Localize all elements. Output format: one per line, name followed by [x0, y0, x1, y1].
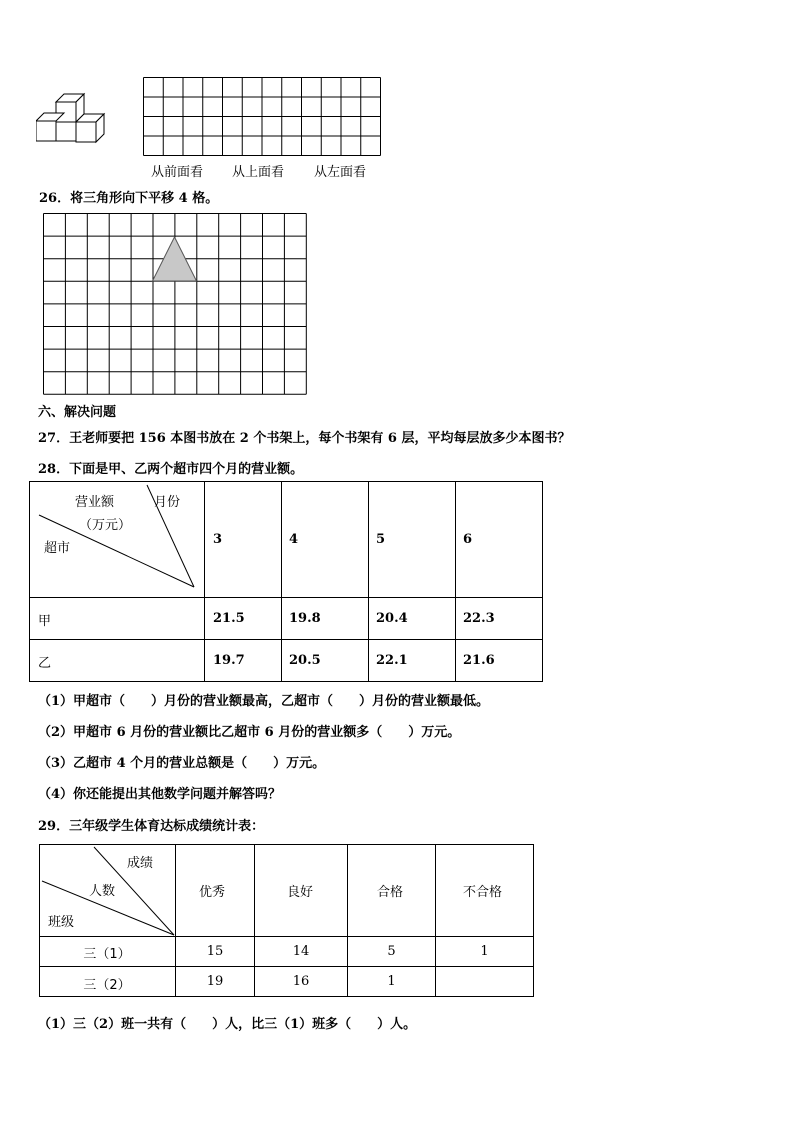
- table-cell: 1: [480, 944, 489, 959]
- question-29-sub1: （1）三（2）班一共有（ ）人，比三（1）班多（ ）人。: [38, 1017, 417, 1032]
- translation-grid: [43, 213, 307, 396]
- month-header-cell: 6: [463, 532, 473, 547]
- question-28-title: 28．下面是甲、乙两个超市四个月的营业额。: [38, 462, 304, 477]
- header-grade-label: 成绩: [127, 856, 154, 871]
- view-grid: [143, 77, 382, 157]
- header-store-label: 超市: [44, 541, 71, 556]
- table-cell: 14: [292, 944, 310, 959]
- header-sales-label: 营业额: [75, 495, 115, 510]
- sales-table: [29, 481, 543, 682]
- table-cell: 1: [387, 974, 396, 989]
- question-28-sub3: （3）乙超市 4 个月的营业总额是（ ）万元。: [38, 756, 326, 771]
- grade-header-cell: 不合格: [463, 885, 503, 900]
- question-28-sub2: （2）甲超市 6 月份的营业额比乙超市 6 月份的营业额多（ ）万元。: [38, 725, 461, 740]
- table-cell: 16: [292, 974, 310, 989]
- header-class-label: 班级: [48, 915, 75, 930]
- view-left-label: 从左面看: [314, 165, 367, 180]
- question-29-title: 29．三年级学生体育达标成绩统计表：: [38, 819, 265, 834]
- month-header-cell: 3: [213, 532, 223, 547]
- table-cell: 19.8: [289, 611, 321, 626]
- row-class-name: 三（2）: [83, 978, 131, 993]
- grade-header-cell: 良好: [287, 885, 314, 900]
- table-cell: 20.5: [289, 653, 321, 668]
- table-cell: 19.7: [213, 653, 245, 668]
- month-header-cell: 4: [289, 532, 299, 547]
- view-top-label: 从上面看: [232, 165, 285, 180]
- header-month-label: 月份: [154, 495, 181, 510]
- header-count-label: 人数: [89, 884, 116, 899]
- row-store-name: 甲: [38, 614, 52, 629]
- table-cell: 21.6: [463, 653, 495, 668]
- cube-figure: [36, 92, 108, 148]
- row-store-name: 乙: [38, 656, 52, 671]
- fitness-table: [39, 844, 534, 997]
- view-front-label: 从前面看: [151, 165, 204, 180]
- table-cell: 21.5: [213, 611, 245, 626]
- table-cell: 22.3: [463, 611, 495, 626]
- month-header-cell: 5: [376, 532, 386, 547]
- grade-header-cell: 优秀: [199, 885, 226, 900]
- table-cell: 15: [206, 944, 224, 959]
- table-cell: 5: [387, 944, 396, 959]
- question-28-sub4: （4）你还能提出其他数学问题并解答吗？: [38, 787, 282, 802]
- question-26: 26．将三角形向下平移 4 格。: [39, 191, 219, 206]
- question-27: 27．王老师要把 156 本图书放在 2 个书架上，每个书架有 6 层，平均每层放多少本图书？: [38, 431, 571, 446]
- table-cell: 19: [206, 974, 224, 989]
- section-title: 六、解决问题: [38, 405, 117, 420]
- table-cell: 22.1: [376, 653, 408, 668]
- table-cell: 20.4: [376, 611, 408, 626]
- header-unit-label: （万元）: [79, 518, 132, 533]
- grade-header-cell: 合格: [377, 885, 404, 900]
- question-28-sub1: （1）甲超市（ ）月份的营业额最高，乙超市（ ）月份的营业额最低。: [38, 694, 490, 709]
- row-class-name: 三（1）: [83, 947, 131, 962]
